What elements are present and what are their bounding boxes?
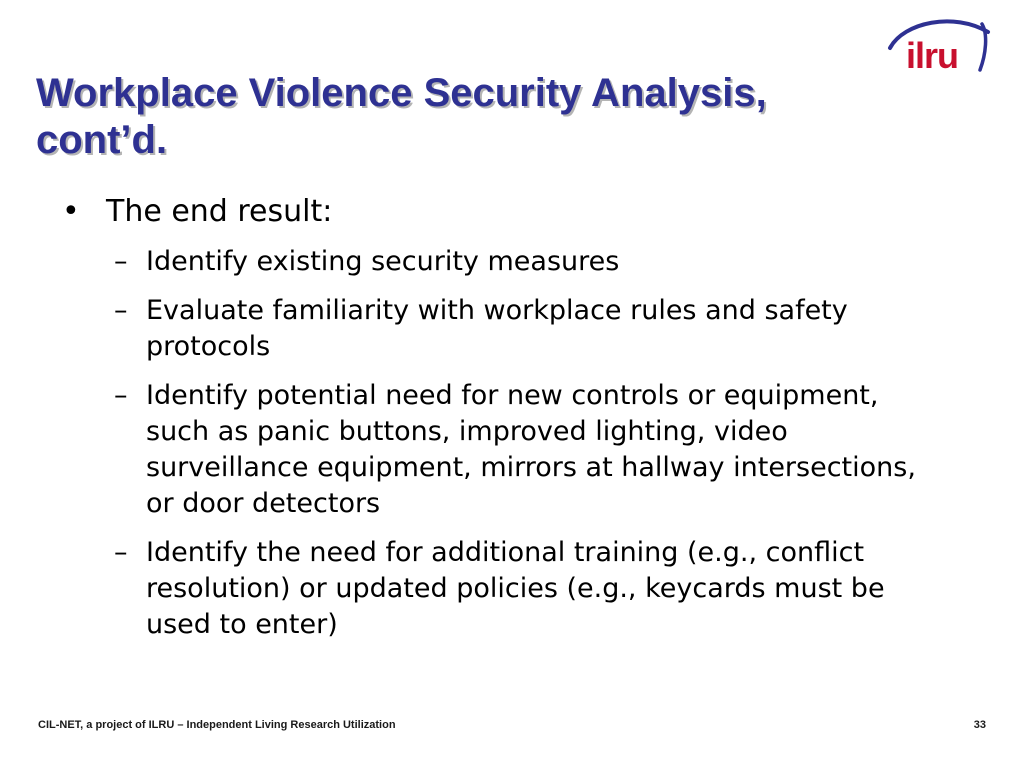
sub-bullet-item [114, 244, 934, 280]
footer-credit: CIL-NET, a project of ILRU – Independent Living Research Utilization [38, 719, 396, 731]
main-bullet-text: The end result: [106, 194, 333, 229]
sub-bullet-item [114, 293, 934, 365]
page-number: 33 [973, 719, 986, 731]
dash-marker: – [114, 295, 128, 326]
sub-bullet-text: Identify the need for additional training (e.g., conflict resolution) or updated policies (e.g., keycards must be used to enter) [146, 537, 885, 640]
sub-bullet-text: Identify potential need for new controls or equipment, such as panic buttons, improved lighting, video surveillance equipment, mirrors at hallway intersections, or door detectors [146, 380, 916, 519]
main-bullet [60, 190, 960, 234]
sub-bullet-text: Identify existing security measures [146, 246, 620, 277]
dash-marker: – [114, 537, 128, 568]
sub-bullet-item [114, 535, 934, 643]
ilru-logo [884, 14, 994, 76]
sub-bullet-list [60, 244, 960, 643]
sub-bullet-item [114, 378, 934, 522]
sub-bullet-text: Evaluate familiarity with workplace rules and safety protocols [146, 295, 848, 362]
logo-text: ilru [906, 35, 959, 76]
dash-marker: – [114, 246, 128, 277]
bullet-marker: • [62, 194, 80, 229]
dash-marker: – [114, 380, 128, 411]
slide-title: Workplace Violence Security Analysis, cont’d. [36, 71, 767, 162]
slide-content [60, 190, 960, 656]
